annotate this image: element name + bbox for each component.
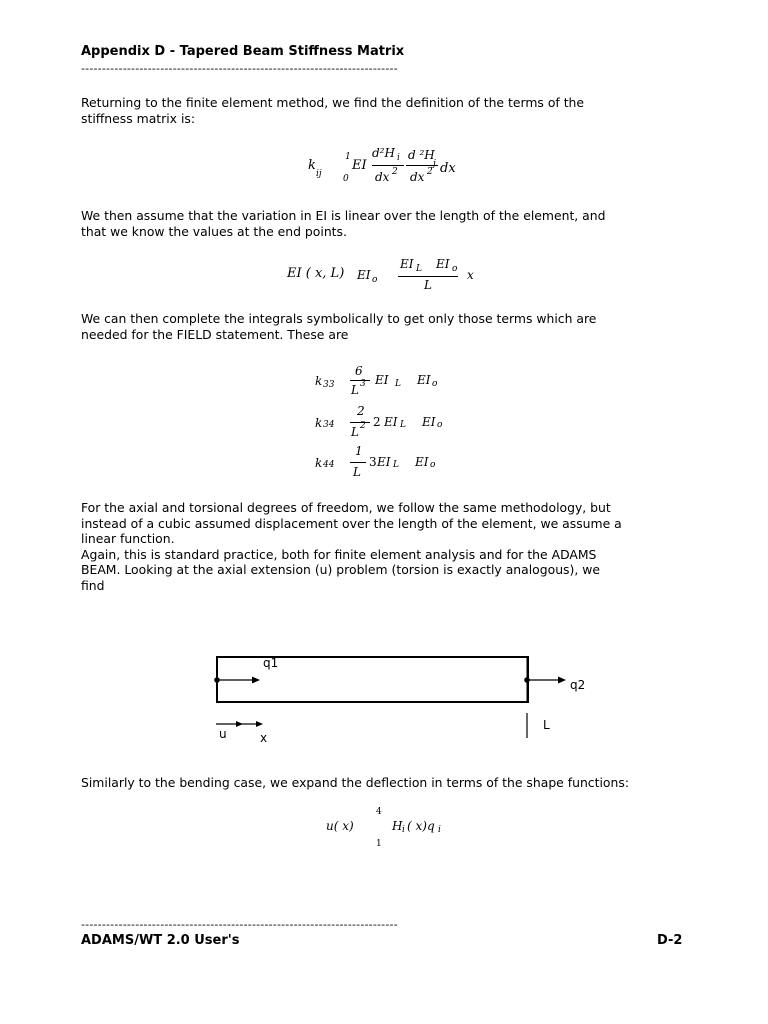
paragraph-line: needed for the FIELD statement. These are bbox=[81, 326, 349, 342]
k34-coefficient: 2 bbox=[373, 415, 381, 429]
k34-eil: EI bbox=[384, 415, 398, 429]
k33-numerator: 6 bbox=[355, 364, 363, 378]
stiffness-terms-equations bbox=[310, 362, 480, 482]
integral-lower-limit: 0 bbox=[343, 174, 349, 184]
paragraph-line: find bbox=[81, 577, 105, 593]
paragraph-linear-assumption bbox=[81, 208, 681, 239]
k34-eil-sub: L bbox=[400, 420, 406, 430]
fraction1-den-sup: 2 bbox=[392, 167, 398, 177]
k44-fraction-bar bbox=[350, 462, 366, 463]
eq2-fraction-bar bbox=[398, 276, 458, 277]
paragraph-line: Again, this is standard practice, both for finite element analysis and for the ADAMS bbox=[81, 546, 597, 562]
linear-ei-equation bbox=[285, 254, 485, 296]
k44-eil-sub: L bbox=[393, 460, 399, 470]
k44-eio-sub: o bbox=[430, 460, 436, 470]
eq2-denominator: L bbox=[424, 278, 432, 292]
k34-denominator: L bbox=[351, 425, 359, 439]
page-number: D-2 bbox=[657, 933, 683, 948]
eq2-num-eil: EI bbox=[400, 257, 414, 271]
eq-k-subscript: ij bbox=[316, 169, 322, 179]
k33-subscript: 33 bbox=[323, 380, 335, 390]
k34-den-sup: 2 bbox=[360, 421, 366, 431]
eq2-num-eil-sub: L bbox=[416, 264, 422, 274]
k33-eil: EI bbox=[375, 373, 389, 387]
eq4-lhs: u( x) bbox=[326, 819, 354, 833]
eq4-arg: ( x)q bbox=[407, 819, 435, 833]
paragraph-axial-torsional bbox=[81, 500, 701, 594]
q1-label: q1 bbox=[263, 656, 279, 670]
fraction1-denominator: dx bbox=[375, 170, 390, 184]
k33-denominator: L bbox=[351, 383, 359, 397]
fraction1-num-sub: i bbox=[397, 153, 400, 163]
k34-symbol: k bbox=[315, 416, 323, 430]
shape-function-expansion-equation bbox=[322, 805, 482, 853]
paragraph-line: We then assume that the variation in EI is linear over the length of the element, and bbox=[81, 208, 606, 223]
eq-k: k bbox=[308, 158, 316, 173]
footer-document-title: ADAMS/WT 2.0 User's bbox=[81, 933, 240, 948]
sum-lower-limit: 1 bbox=[376, 839, 382, 849]
eq-ei: EI bbox=[352, 158, 367, 173]
eq2-ei0-sub: o bbox=[372, 275, 378, 285]
paragraph-line: BEAM. Looking at the axial extension (u) problem (torsion is exactly analogous), we bbox=[81, 562, 600, 578]
axial-beam-diagram bbox=[200, 645, 600, 750]
k44-coefficient: 3 bbox=[369, 455, 377, 469]
eq4-h: H bbox=[392, 819, 403, 833]
k44-symbol: k bbox=[315, 456, 323, 470]
footer-rule: ---------------------------------------------------------------------------- bbox=[81, 918, 398, 931]
sum-upper-limit: 4 bbox=[376, 807, 382, 817]
k33-den-sup: 3 bbox=[360, 379, 366, 389]
paragraph-line: that we know the values at the end points. bbox=[81, 223, 347, 239]
paragraph-field-terms bbox=[81, 311, 681, 342]
k44-numerator: 1 bbox=[355, 444, 363, 458]
integral-upper-limit: 1 bbox=[345, 152, 351, 162]
k44-denominator: L bbox=[353, 465, 361, 479]
fraction2-bar bbox=[406, 165, 438, 166]
k33-eio: EI bbox=[417, 373, 431, 387]
k33-eio-sub: o bbox=[432, 379, 438, 389]
k44-subscript: 44 bbox=[323, 460, 335, 470]
paragraph-line: instead of a cubic assumed displacement over the length of the element, we assume a bbox=[81, 515, 622, 531]
paragraph-line: For the axial and torsional degrees of freedom, we follow the same methodology, but bbox=[81, 500, 611, 515]
x-arrow-head bbox=[256, 721, 263, 727]
fraction1-bar bbox=[372, 165, 404, 166]
page-title: Appendix D - Tapered Beam Stiffness Matrix bbox=[81, 44, 405, 59]
eq2-num-eio: EI bbox=[436, 257, 450, 271]
paragraph-line: Returning to the finite element method, we find the definition of the terms of the bbox=[81, 95, 585, 110]
eq4-h-sub: i bbox=[402, 825, 405, 835]
paragraph-line: linear function. bbox=[81, 531, 175, 547]
k34-eio-sub: o bbox=[437, 420, 443, 430]
fraction2-denominator: dx bbox=[410, 170, 425, 184]
fraction2-den-sup: 2 bbox=[427, 167, 433, 177]
k44-eil: EI bbox=[377, 455, 391, 469]
paragraph-line: stiffness matrix is: bbox=[81, 110, 196, 126]
k33-eil-sub: L bbox=[395, 379, 401, 389]
fraction1-numerator: d²H bbox=[372, 146, 395, 160]
eq2-lhs: EI ( x, L) bbox=[287, 266, 345, 281]
k33-symbol: k bbox=[315, 374, 323, 388]
fraction2-numerator: d ²H bbox=[408, 148, 435, 162]
q2-arrow-head bbox=[558, 677, 566, 684]
k34-numerator: 2 bbox=[357, 404, 365, 418]
stiffness-integral-equation bbox=[300, 145, 500, 195]
k34-subscript: 34 bbox=[323, 420, 335, 430]
paragraph-shape-functions bbox=[81, 775, 701, 791]
paragraph-line: We can then complete the integrals symbolically to get only those terms which are bbox=[81, 311, 597, 326]
u-label: u bbox=[219, 727, 227, 741]
paragraph-intro bbox=[81, 95, 681, 126]
x-label: x bbox=[260, 731, 268, 745]
eq2-num-eio-sub: o bbox=[452, 264, 458, 274]
fraction2-num-sub: j bbox=[433, 159, 436, 169]
k44-eio: EI bbox=[415, 455, 429, 469]
eq4-q-sub: i bbox=[438, 825, 441, 835]
header-rule: ---------------------------------------------------------------------------- bbox=[81, 62, 398, 75]
k34-eio: EI bbox=[422, 415, 436, 429]
eq-dx: dx bbox=[440, 161, 456, 176]
length-label: L bbox=[543, 718, 550, 732]
eq2-x: x bbox=[467, 268, 474, 282]
paragraph-line: Similarly to the bending case, we expand the deflection in terms of the shape functions: bbox=[81, 775, 629, 790]
eq2-ei0: EI bbox=[357, 268, 371, 282]
q2-label: q2 bbox=[570, 678, 586, 692]
q1-arrow-head bbox=[252, 677, 260, 684]
